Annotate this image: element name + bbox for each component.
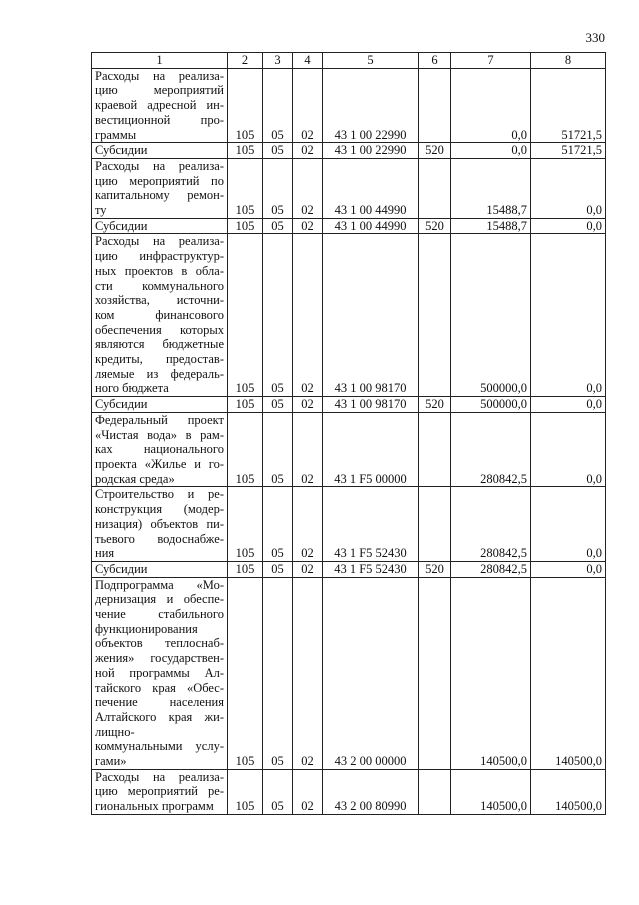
- amount-cell: 280842,5: [451, 561, 531, 577]
- table-row: [92, 234, 606, 397]
- amount-cell: 280842,5: [451, 487, 531, 562]
- expense-name-line: Субсидии: [95, 143, 148, 158]
- expense-name-line: «Чистая вода» в рам-: [95, 427, 224, 442]
- amount-cell: 0,0: [531, 487, 606, 562]
- table-row: [92, 487, 606, 562]
- expense-name-line: краевой адресной ин-: [95, 98, 224, 113]
- expense-name-line: Расходы на реализа-: [95, 158, 224, 173]
- section-cell: 05: [263, 561, 293, 577]
- expense-type-cell: [419, 158, 451, 218]
- code-cell: 105: [228, 487, 263, 562]
- target-article-cell: 43 1 00 22990: [323, 68, 419, 143]
- amount-cell: 0,0: [451, 68, 531, 143]
- target-article-cell: 43 1 00 44990: [323, 158, 419, 218]
- expense-name-line: конструкция (модер-: [95, 502, 224, 517]
- expense-name-cell: [92, 218, 228, 234]
- expense-name-line: кредиты, предостав-: [95, 352, 224, 367]
- code-cell: 105: [228, 412, 263, 487]
- expense-type-cell: 520: [419, 397, 451, 413]
- table-body: [92, 53, 606, 815]
- expense-type-cell: [419, 487, 451, 562]
- expense-type-cell: [419, 769, 451, 814]
- section-cell: 05: [263, 577, 293, 769]
- subsection-cell: 02: [293, 218, 323, 234]
- subsection-cell: 02: [293, 68, 323, 143]
- table-row: [92, 218, 606, 234]
- expense-name-line: объектов теплоснаб-: [95, 636, 224, 651]
- section-cell: 05: [263, 143, 293, 159]
- column-header: 2: [228, 53, 263, 69]
- expense-name-line: Расходы на реализа-: [95, 234, 224, 249]
- expense-name-line: чение стабильного: [95, 607, 224, 622]
- table-row: [92, 412, 606, 487]
- expense-name-line: Алтайского края жи-: [95, 709, 224, 724]
- code-cell: 105: [228, 561, 263, 577]
- table-row: [92, 561, 606, 577]
- column-header: 5: [323, 53, 419, 69]
- expense-name-line: ного бюджета: [95, 381, 169, 396]
- amount-cell: 0,0: [531, 234, 606, 397]
- expense-name-cell: [92, 143, 228, 159]
- expense-name-line: граммы: [95, 127, 137, 142]
- expense-name-line: цию инфраструктур-: [95, 249, 224, 264]
- table-row: [92, 397, 606, 413]
- expense-type-cell: [419, 234, 451, 397]
- section-cell: 05: [263, 68, 293, 143]
- amount-cell: 51721,5: [531, 68, 606, 143]
- section-cell: 05: [263, 769, 293, 814]
- amount-cell: 500000,0: [451, 397, 531, 413]
- amount-cell: 140500,0: [451, 769, 531, 814]
- column-header: 6: [419, 53, 451, 69]
- expense-name-line: низация) объектов пи-: [95, 516, 224, 531]
- expense-type-cell: 520: [419, 561, 451, 577]
- expense-name-line: цию мероприятий по: [95, 173, 224, 188]
- subsection-cell: 02: [293, 397, 323, 413]
- expense-name-line: ляемые из федераль-: [95, 366, 224, 381]
- subsection-cell: 02: [293, 769, 323, 814]
- target-article-cell: 43 2 00 00000: [323, 577, 419, 769]
- section-cell: 05: [263, 158, 293, 218]
- expense-name-line: лищно-: [95, 724, 135, 739]
- expense-name-line: Расходы на реализа-: [95, 769, 224, 784]
- code-cell: 105: [228, 397, 263, 413]
- subsection-cell: 02: [293, 143, 323, 159]
- expense-name-line: цию мероприятий ре-: [95, 784, 224, 799]
- expense-name-line: ту: [95, 203, 107, 218]
- subsection-cell: 02: [293, 412, 323, 487]
- expense-name-line: Расходы на реализа-: [95, 68, 224, 83]
- expense-name-cell: [92, 234, 228, 397]
- budget-table: [91, 52, 606, 815]
- subsection-cell: 02: [293, 487, 323, 562]
- code-cell: 105: [228, 158, 263, 218]
- expense-name-line: ком финансового: [95, 307, 224, 322]
- expense-name-line: Субсидии: [95, 397, 148, 412]
- expense-name-cell: [92, 68, 228, 143]
- expense-name-line: Субсидии: [95, 218, 148, 233]
- section-cell: 05: [263, 397, 293, 413]
- column-header: 7: [451, 53, 531, 69]
- amount-cell: 140500,0: [531, 577, 606, 769]
- expense-name-line: Федеральный проект: [95, 412, 224, 427]
- column-header: 8: [531, 53, 606, 69]
- page-number: 330: [585, 30, 605, 45]
- expense-name-cell: [92, 561, 228, 577]
- amount-cell: 15488,7: [451, 218, 531, 234]
- expense-name-line: тьевого водоснабже-: [95, 531, 224, 546]
- amount-cell: 140500,0: [531, 769, 606, 814]
- expense-name-line: хозяйства, источни-: [95, 293, 224, 308]
- expense-name-line: дернизация и обеспе-: [95, 592, 224, 607]
- expense-name-cell: [92, 769, 228, 814]
- subsection-cell: 02: [293, 577, 323, 769]
- expense-name-line: тайского края «Обес-: [95, 680, 224, 695]
- section-cell: 05: [263, 218, 293, 234]
- expense-name-line: гиональных программ: [95, 799, 214, 814]
- section-cell: 05: [263, 234, 293, 397]
- expense-name-line: функционирования: [95, 621, 198, 636]
- amount-cell: 15488,7: [451, 158, 531, 218]
- expense-name-line: проекта «Жилье и го-: [95, 456, 224, 471]
- expense-name-line: родская среда»: [95, 471, 175, 486]
- target-article-cell: 43 1 00 98170: [323, 397, 419, 413]
- table-row: [92, 158, 606, 218]
- target-article-cell: 43 2 00 80990: [323, 769, 419, 814]
- expense-name-line: цию мероприятий: [95, 83, 224, 98]
- amount-cell: 0,0: [531, 158, 606, 218]
- subsection-cell: 02: [293, 234, 323, 397]
- section-cell: 05: [263, 487, 293, 562]
- expense-type-cell: 520: [419, 143, 451, 159]
- expense-name-line: гами»: [95, 754, 127, 769]
- expense-type-cell: [419, 412, 451, 487]
- table-row: [92, 577, 606, 769]
- code-cell: 105: [228, 143, 263, 159]
- code-cell: 105: [228, 218, 263, 234]
- expense-name-line: жения» государствен-: [95, 651, 224, 666]
- table-row: [92, 68, 606, 143]
- target-article-cell: 43 1 00 98170: [323, 234, 419, 397]
- expense-type-cell: [419, 577, 451, 769]
- amount-cell: 0,0: [531, 218, 606, 234]
- code-cell: 105: [228, 769, 263, 814]
- table-row: [92, 769, 606, 814]
- expense-name-line: вестиционной про-: [95, 112, 224, 127]
- section-cell: 05: [263, 412, 293, 487]
- expense-type-cell: [419, 68, 451, 143]
- expense-name-line: Подпрограмма «Мо-: [95, 577, 224, 592]
- target-article-cell: 43 1 F5 00000: [323, 412, 419, 487]
- amount-cell: 51721,5: [531, 143, 606, 159]
- column-header: 4: [293, 53, 323, 69]
- expense-name-cell: [92, 397, 228, 413]
- expense-name-line: являются бюджетные: [95, 337, 224, 352]
- expense-type-cell: 520: [419, 218, 451, 234]
- target-article-cell: 43 1 F5 52430: [323, 561, 419, 577]
- expense-name-line: ных проектов в обла-: [95, 263, 224, 278]
- expense-name-line: ной программы Ал-: [95, 665, 224, 680]
- expense-name-cell: [92, 158, 228, 218]
- expense-name-cell: [92, 412, 228, 487]
- column-header: 3: [263, 53, 293, 69]
- amount-cell: 280842,5: [451, 412, 531, 487]
- column-number-row: [92, 53, 606, 69]
- target-article-cell: 43 1 F5 52430: [323, 487, 419, 562]
- expense-name-line: коммунальными услу-: [95, 739, 224, 754]
- subsection-cell: 02: [293, 158, 323, 218]
- amount-cell: 0,0: [531, 397, 606, 413]
- amount-cell: 0,0: [531, 412, 606, 487]
- expense-name-line: сти коммунального: [95, 278, 224, 293]
- amount-cell: 140500,0: [451, 577, 531, 769]
- code-cell: 105: [228, 68, 263, 143]
- expense-name-line: печение населения: [95, 695, 224, 710]
- code-cell: 105: [228, 577, 263, 769]
- amount-cell: 500000,0: [451, 234, 531, 397]
- amount-cell: 0,0: [451, 143, 531, 159]
- expense-name-line: капитальному ремон-: [95, 188, 224, 203]
- table-row: [92, 143, 606, 159]
- expense-name-cell: [92, 487, 228, 562]
- target-article-cell: 43 1 00 22990: [323, 143, 419, 159]
- expense-name-line: ния: [95, 546, 115, 561]
- expense-name-cell: [92, 577, 228, 769]
- expense-name-line: Субсидии: [95, 561, 148, 576]
- amount-cell: 0,0: [531, 561, 606, 577]
- expense-name-line: обеспечения которых: [95, 322, 224, 337]
- column-header: 1: [92, 53, 228, 69]
- subsection-cell: 02: [293, 561, 323, 577]
- expense-name-line: Строительство и ре-: [95, 487, 224, 502]
- code-cell: 105: [228, 234, 263, 397]
- expense-name-line: ках национального: [95, 442, 224, 457]
- target-article-cell: 43 1 00 44990: [323, 218, 419, 234]
